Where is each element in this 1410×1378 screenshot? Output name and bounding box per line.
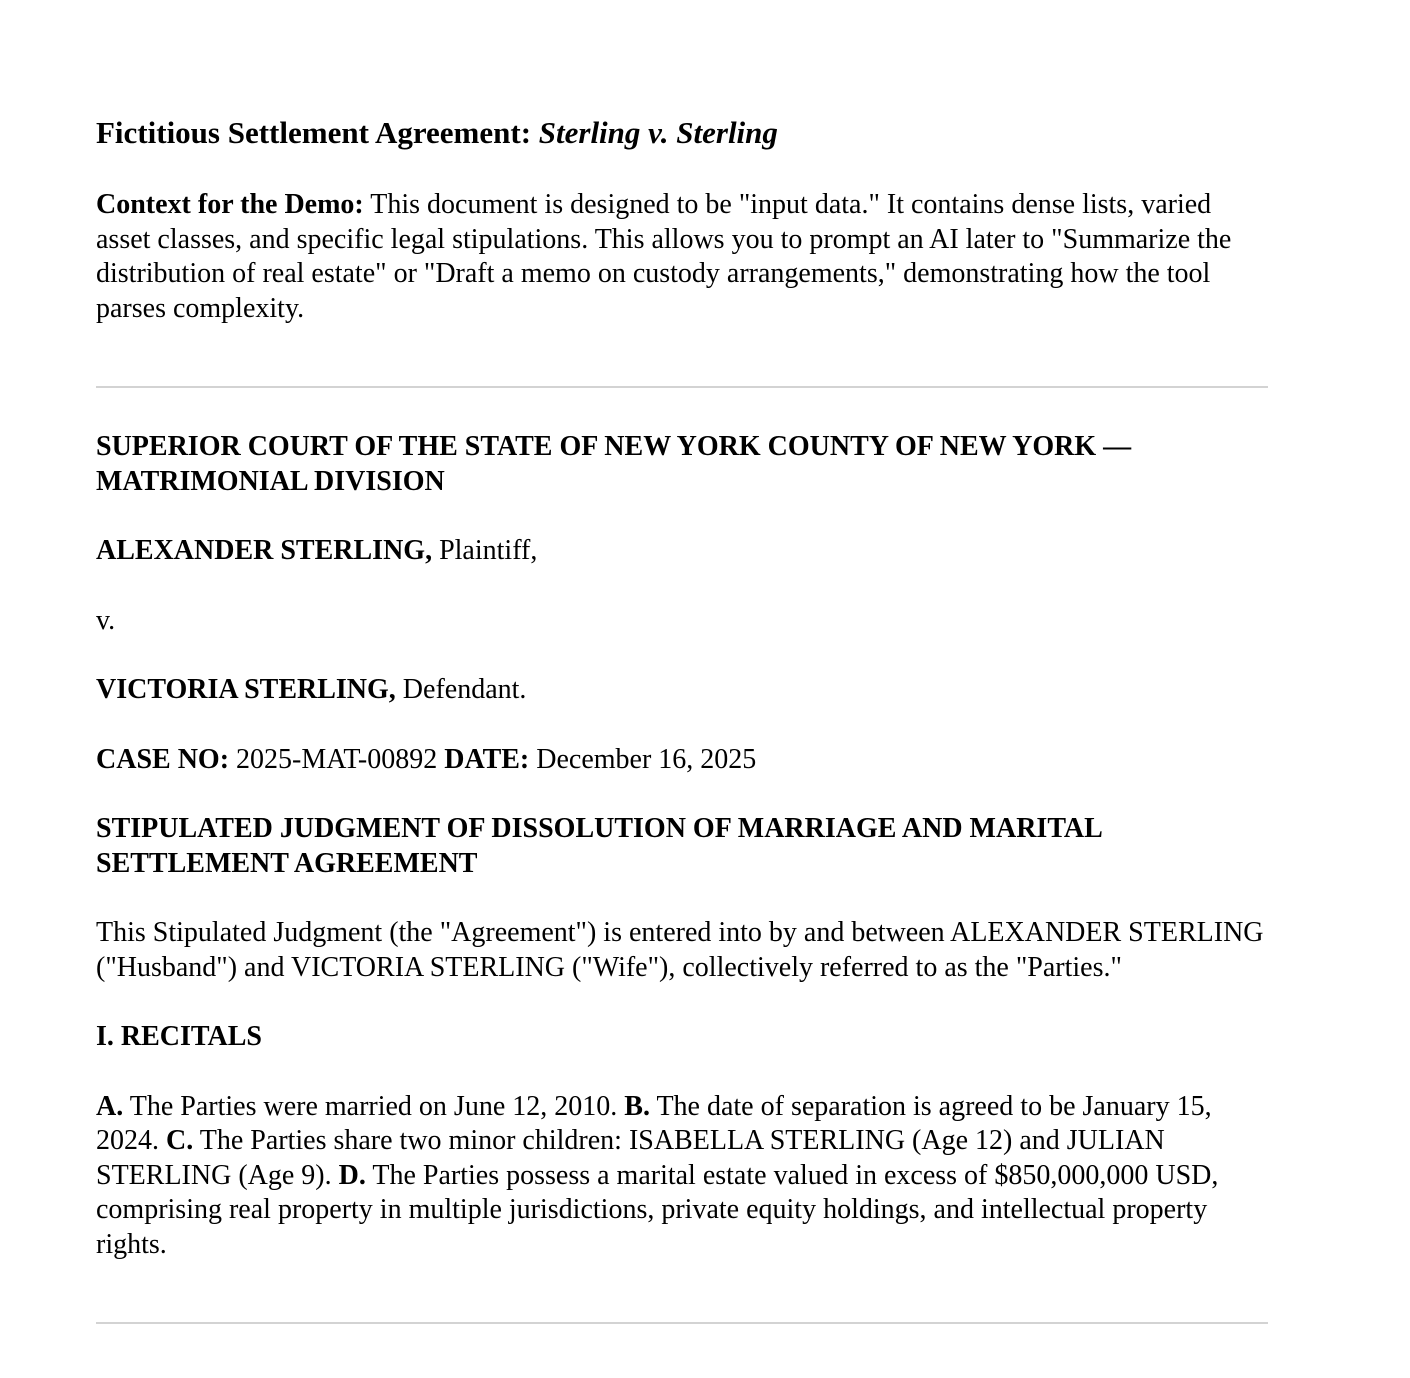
court-heading: SUPERIOR COURT OF THE STATE OF NEW YORK COUNTY OF NEW YORK — MATRIMONIAL DIVISION <box>96 431 1132 497</box>
recitals-heading: I. RECITALS <box>96 1021 262 1052</box>
section-divider-bottom <box>96 1322 1268 1324</box>
plaintiff-line <box>96 534 1268 569</box>
defendant-line <box>96 673 1268 708</box>
case-number-label: CASE NO: <box>96 743 230 775</box>
document-body <box>96 113 1268 1324</box>
context-label: Context for the Demo: <box>96 189 364 220</box>
defendant-name: VICTORIA STERLING, <box>96 674 396 705</box>
plaintiff-name: ALEXANDER STERLING, <box>96 535 433 566</box>
recital-a-text: The Parties were married on June 12, 2010. <box>123 1090 625 1122</box>
context-text: This document is designed to be "input data." It contains dense lists, varied asset classes, and specific legal stipulations. This allows you to prompt an AI later to "Summarize the distribution of real estate" or "Draft a memo on custody arrangements," demonstrating how the tool parses complexity. <box>96 189 1232 324</box>
title-prefix: Fictitious Settlement Agreement: <box>96 115 539 150</box>
judgment-title: STIPULATED JUDGMENT OF DISSOLUTION OF MARRIAGE AND MARITAL SETTLEMENT AGREEMENT <box>96 813 1102 879</box>
recital-b-label: B. <box>624 1090 650 1122</box>
plaintiff-role: Plaintiff, <box>432 535 538 566</box>
recital-d-label: D. <box>338 1159 366 1191</box>
recital-c-text: The Parties share two minor children: ISABELLA STERLING (Age 12) and JULIAN STERLING (Age 9). <box>96 1125 1165 1191</box>
title-case-name: Sterling v. Sterling <box>538 115 778 150</box>
date-label: DATE: <box>444 743 530 775</box>
section-divider <box>96 386 1268 388</box>
document-title <box>96 113 1268 153</box>
recital-c-label: C. <box>166 1125 194 1156</box>
intro-paragraph: This Stipulated Judgment (the "Agreement") is entered into by and between ALEXANDER STERLING ("Husband") and VICTORIA STERLING ("Wife"), collectively referred to as the "Parties." <box>96 917 1264 983</box>
case-number-value: 2025-MAT-00892 <box>229 743 445 775</box>
versus-line: v. <box>96 604 116 636</box>
date-value: December 16, 2025 <box>529 743 757 775</box>
context-paragraph <box>96 188 1268 326</box>
recital-a-label: A. <box>96 1090 124 1122</box>
recital-b-text: The date of separation is agreed to be January 15, 2024. <box>96 1090 1212 1156</box>
recital-d-text: The Parties possess a marital estate valued in excess of $850,000,000 USD, comprising real property in multiple jurisdictions, private equity holdings, and intellectual property rights. <box>96 1159 1219 1260</box>
defendant-role: Defendant. <box>395 674 527 705</box>
recitals-paragraph <box>96 1090 1268 1263</box>
case-info-line <box>96 743 1268 778</box>
